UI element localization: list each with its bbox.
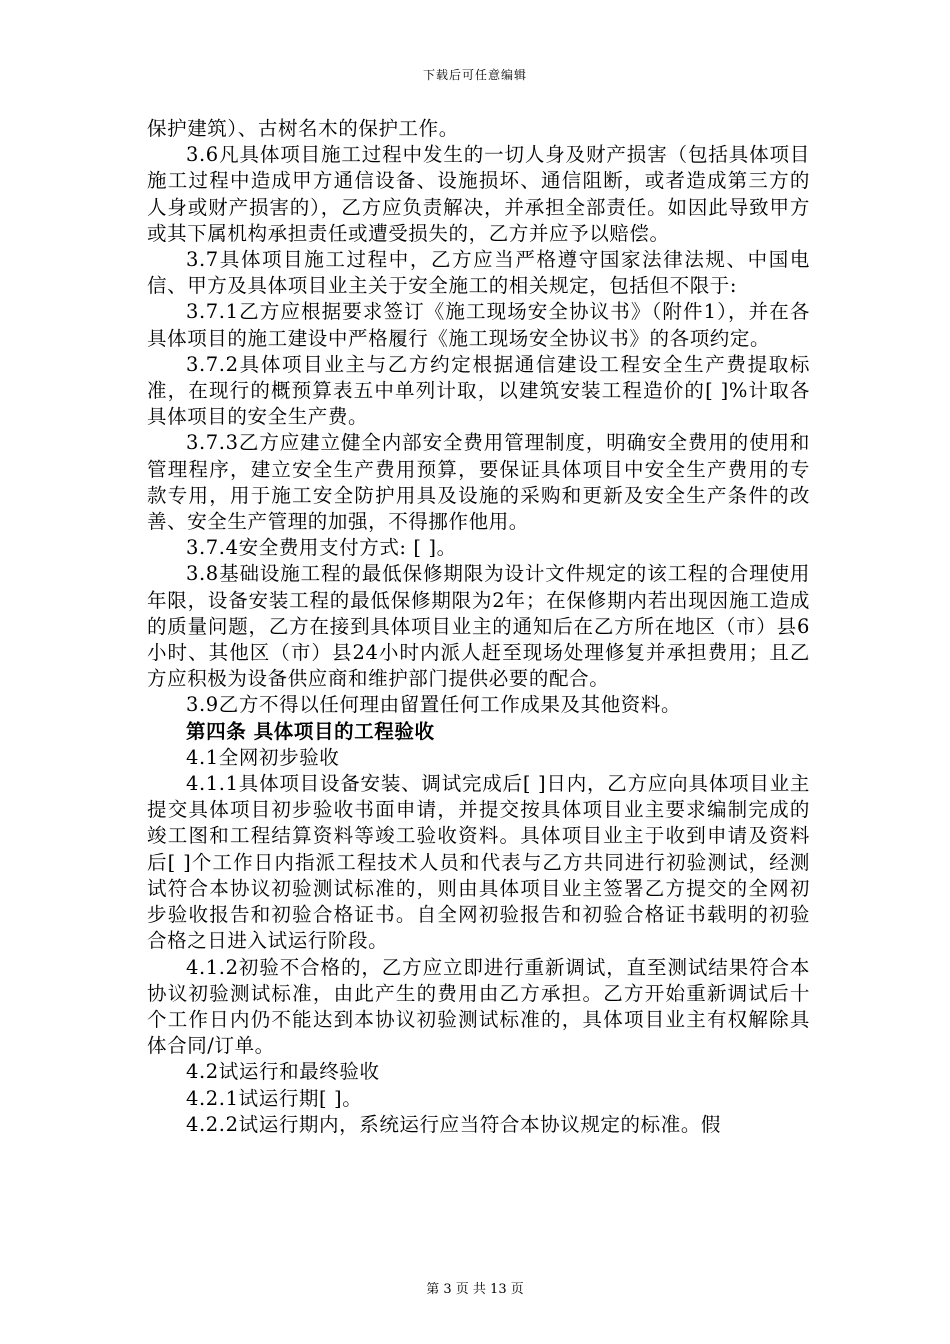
paragraph: 3.7.4安全费用支付方式: [ ]。 — [186, 536, 457, 560]
paragraph: 4.1全网初步验收 — [186, 745, 340, 769]
paragraph: 3.9乙方不得以任何理由留置任何工作成果及其他资料。 — [186, 693, 682, 717]
paragraph: 3.7具体项目施工过程中，乙方应当严格遵守国家法律法规、中国电信、甲方及具体项目业主关于安全施工的相关规定，包括但不限于: — [147, 248, 810, 298]
paragraph: 3.7.3乙方应建立健全内部安全费用管理制度，明确安全费用的使用和管理程序，建立安全生产费用预算，要保证具体项目中安全生产费用的专款专用，用于施工安全防护用具及设施的采购和更新及安全生产条件的改善、安全生产管理的加强，不得挪作他用。 — [147, 431, 810, 534]
page-header: 下载后可任意编辑 — [422, 68, 527, 82]
paragraph: 保护建筑）、古树名木的保护工作。 — [147, 117, 459, 140]
section-heading: 第四条 具体项目的工程验收 — [186, 719, 435, 743]
paragraph: 4.2.2试运行期内，系统运行应当符合本协议规定的标准。假 — [186, 1112, 722, 1136]
paragraph: 4.2试运行和最终验收 — [186, 1060, 380, 1084]
paragraph: 3.7.1乙方应根据要求签订《施工现场安全协议书》（附件1），并在各具体项目的施工建设中严格履行《施工现场安全协议书》的各项约定。 — [147, 300, 810, 350]
paragraph: 3.8基础设施工程的最低保修期限为设计文件规定的该工程的合理使用年限，设备安装工程的最低保修期限为2年；在保修期内若出现因施工造成的质量问题，乙方在接到具体项目业主的通知后在乙方所在地区（市）县6小时、其他区（市）县24小时内派人赶至现场处理修复并承担费用；且乙方应积极为设备供应商和维护部门提供必要的配合。 — [147, 562, 810, 691]
paragraph: 4.1.1具体项目设备安装、调试完成后[ ]日内，乙方应向具体项目业主提交具体项目初步验收书面申请，并提交按具体项目业主要求编制完成的竣工图和工程结算资料等竣工验收资料。具体项目业主于收到申请及资料后[ ]个工作日内指派工程技术人员和代表与乙方共同进行初验测试，经测试符合本协议初验测试标准的，则由具体项目业主签署乙方提交的全网初步验收报告和初验合格证书。自全网初验报告和初验合格证书载明的初验合格之日进入试运行阶段。 — [147, 772, 810, 953]
paragraph: 4.1.2初验不合格的，乙方应立即进行重新调试，直至测试结果符合本协议初验测试标准，由此产生的费用由乙方承担。乙方开始重新调试后十个工作日内仍不能达到本协议初验测试标准的，具体项目业主有权解除具体合同/订单。 — [147, 955, 810, 1058]
paragraph: 3.7.2具体项目业主与乙方约定根据通信建设工程安全生产费提取标准，在现行的概预算表五中单列计取，以建筑安装工程造价的[ ]%计取各具体项目的安全生产费。 — [147, 352, 810, 429]
paragraph: 4.2.1试运行期[ ]。 — [186, 1086, 363, 1110]
paragraph: 3.6凡具体项目施工过程中发生的一切人身及财产损害（包括具体项目施工过程中造成甲方通信设备、设施损坏、通信阻断，或者造成第三方的人身或财产损害的），乙方应负责解决，并承担全部责任。如因此导致甲方或其下属机构承担责任或遭受损失的，乙方并应予以赔偿。 — [147, 143, 810, 245]
document-body — [147, 116, 810, 1138]
page-footer: 第 3 页 共 13 页 — [426, 1282, 524, 1297]
